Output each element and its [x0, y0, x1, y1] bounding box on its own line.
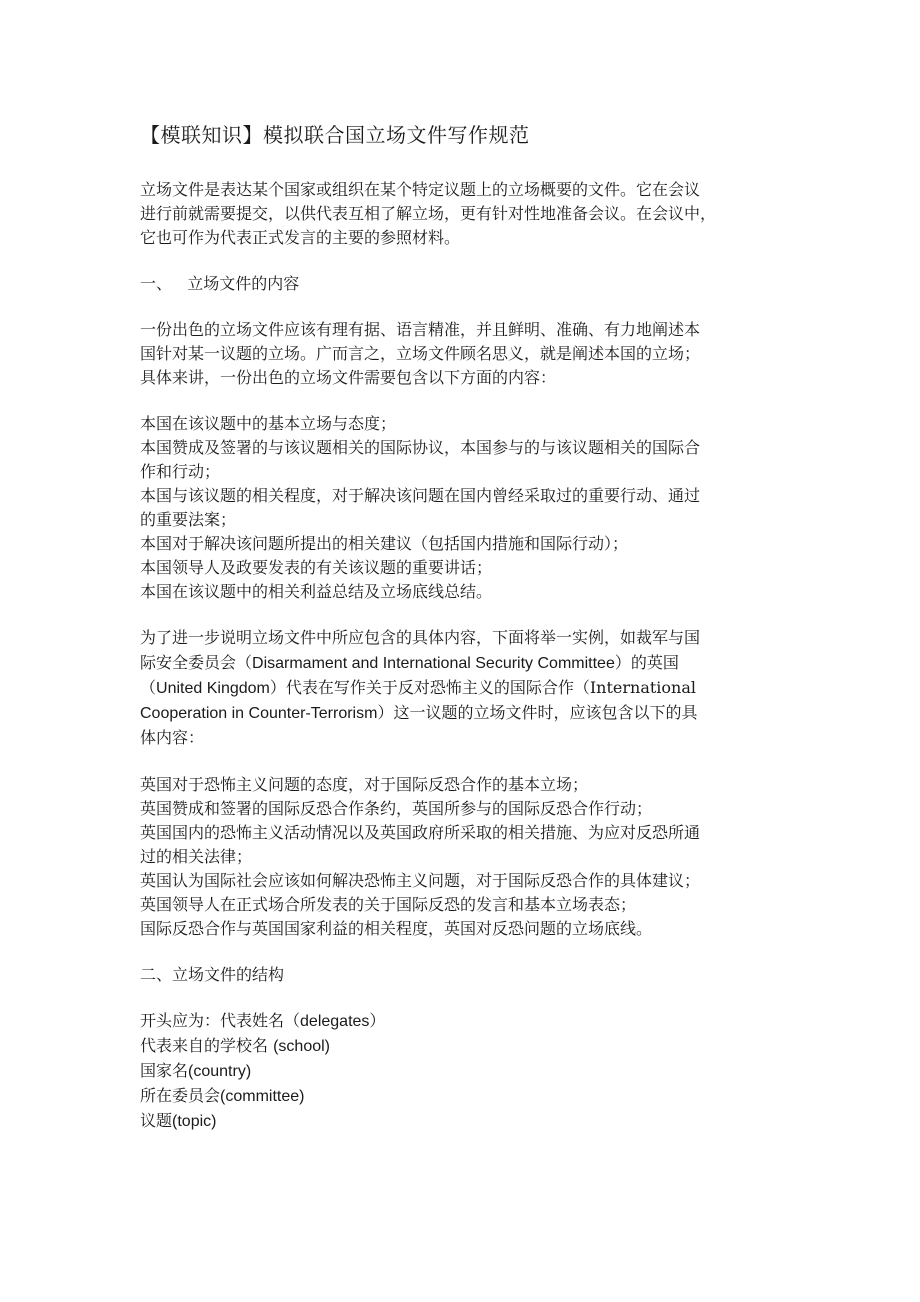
structure-item: 代表来自的学校名 (school) [140, 1036, 330, 1055]
list-item: 国际反恐合作与英国国家利益的相关程度，英国对反恐问题的立场底线。 [140, 919, 653, 938]
list-item: 英国赞成和签署的国际反恐合作条约，英国所参与的国际反恐合作行动； [140, 799, 653, 818]
content-list [140, 412, 794, 604]
list-item: 本国赞成及签署的与该议题相关的国际协议，本国参与的与该议题相关的国际合 [140, 438, 701, 457]
section1-heading: 一、 立场文件的内容 [140, 274, 300, 293]
example-line: Cooperation in Counter-Terrorism）这一议题的立场文件时，应该包含以下的具 [140, 703, 698, 722]
section1-paragraph-line: 国针对某一议题的立场。广而言之，立场文件顾名思义，就是阐述本国的立场； [140, 344, 701, 363]
structure-list [140, 1009, 794, 1134]
structure-item: 所在委员会(committee) [140, 1086, 305, 1105]
example-line: 体内容： [140, 728, 205, 747]
list-item: 英国对于恐怖主义问题的态度，对于国际反恐合作的基本立场； [140, 775, 589, 794]
list-item: 本国对于解决该问题所提出的相关建议（包括国内措施和国际行动）； [140, 534, 629, 553]
intro-line: 立场文件是表达某个国家或组织在某个特定议题上的立场概要的文件。它在会议 [140, 180, 701, 199]
list-item: 的重要法案； [140, 510, 237, 529]
list-item: 英国国内的恐怖主义活动情况以及英国政府所采取的相关措施、为应对反恐所通 [140, 823, 701, 842]
example-line: 际安全委员会（Disarmament and International Security Committee）的英国 [140, 653, 679, 672]
example-line: 为了进一步说明立场文件中所应包含的具体内容，下面将举一实例，如裁军与国 [140, 628, 701, 647]
structure-item: 开头应为：代表姓名（delegates） [140, 1011, 386, 1030]
structure-item: 国家名(country) [140, 1061, 252, 1080]
intro-paragraph [140, 178, 794, 250]
list-item: 本国领导人及政要发表的有关该议题的重要讲话； [140, 558, 493, 577]
list-item: 本国在该议题中的相关利益总结及立场底线总结。 [140, 582, 493, 601]
intro-line: 它也可作为代表正式发言的主要的参照材料。 [140, 228, 461, 247]
list-item: 作和行动； [140, 462, 221, 481]
structure-item: 议题(topic) [140, 1111, 217, 1130]
list-item: 本国与该议题的相关程度，对于解决该问题在国内曾经采取过的重要行动、通过 [140, 486, 701, 505]
section1-paragraph-line: 一份出色的立场文件应该有理有据、语言精准，并且鲜明、准确、有力地阐述本 [140, 320, 701, 339]
document-page [140, 120, 794, 1134]
uk-list [140, 773, 794, 941]
list-item: 英国领导人在正式场合所发表的关于国际反恐的发言和基本立场表态； [140, 895, 637, 914]
section2-heading: 二、立场文件的结构 [140, 965, 285, 984]
list-item: 英国认为国际社会应该如何解决恐怖主义问题，对于国际反恐合作的具体建议； [140, 871, 701, 890]
section1-paragraph-line: 具体来讲，一份出色的立场文件需要包含以下方面的内容： [140, 368, 557, 387]
section1-paragraph [140, 318, 794, 390]
example-line: （United Kingdom）代表在写作关于反对恐怖主义的国际合作（International [140, 678, 697, 697]
list-item: 本国在该议题中的基本立场与态度； [140, 414, 397, 433]
example-paragraph [140, 626, 794, 751]
intro-line: 进行前就需要提交，以供代表互相了解立场，更有针对性地准备会议。在会议中， [140, 204, 717, 223]
list-item: 过的相关法律； [140, 847, 253, 866]
document-title: 【模联知识】模拟联合国立场文件写作规范 [140, 123, 530, 147]
